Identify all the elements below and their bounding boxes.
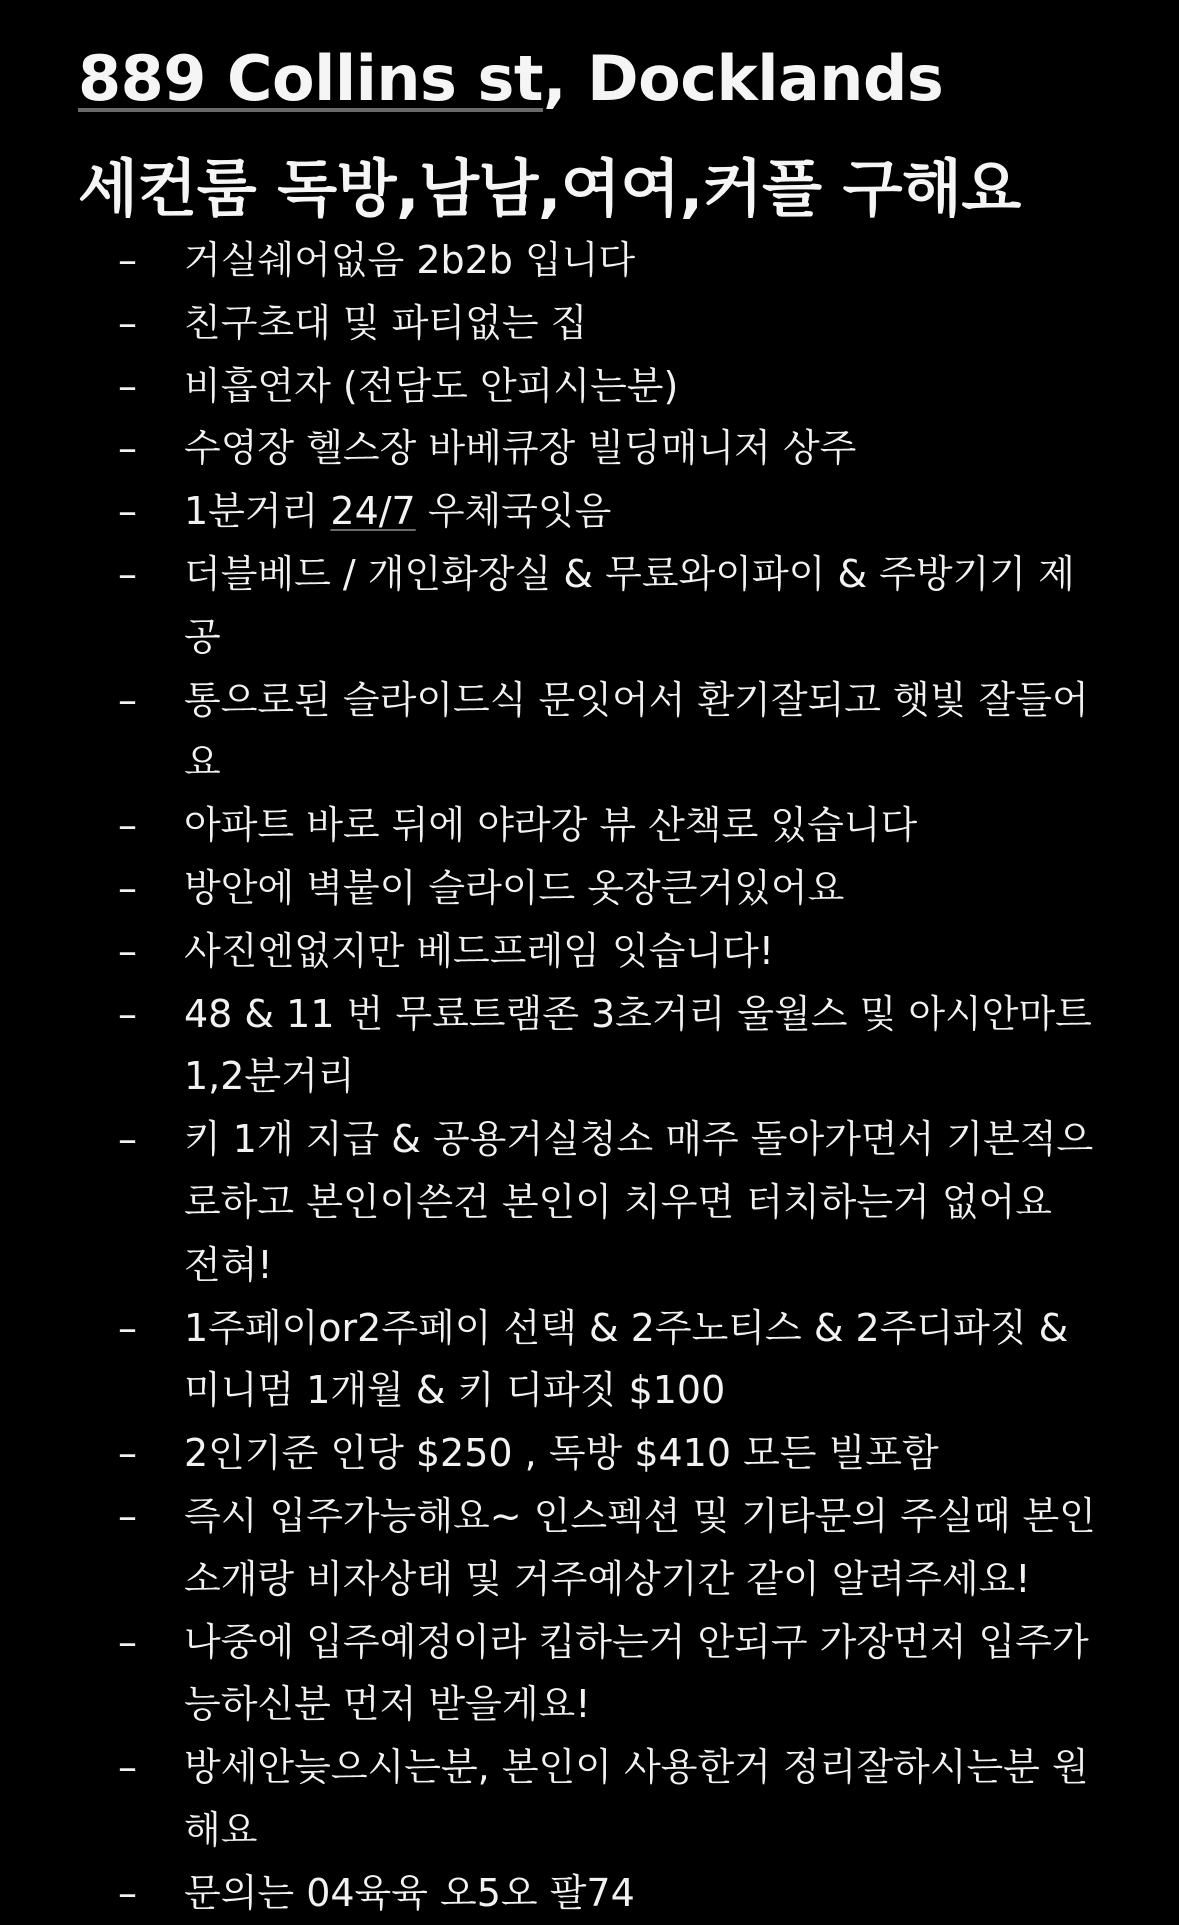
list-item <box>0 417 1179 480</box>
dash-bullet: – <box>118 1493 137 1538</box>
list-item <box>0 229 1179 292</box>
note-title <box>78 24 1138 244</box>
dash-bullet: – <box>118 1870 137 1915</box>
info-list <box>0 229 1179 1925</box>
dash-bullet: – <box>118 426 137 471</box>
dash-bullet: – <box>118 238 137 282</box>
list-item <box>0 1108 1179 1296</box>
dash-bullet: – <box>118 363 137 408</box>
dash-bullet: – <box>118 928 137 973</box>
dash-bullet: – <box>118 865 137 910</box>
list-item-text: 거실쉐어없음 2b2b 입니다 <box>184 238 636 282</box>
dash-bullet: – <box>118 1745 137 1790</box>
list-item <box>0 1611 1179 1737</box>
list-item-text: 즉시 입주가능해요~ 인스펙션 및 기타문의 주실때 본인소개랑 비자상태 및 거주예상기간 같이 알려주세요! <box>184 1493 1096 1601</box>
dash-bullet: – <box>118 1431 137 1476</box>
dash-bullet: – <box>118 677 137 722</box>
list-item-text: 문의는 04육육 오5오 팔74 <box>184 1870 635 1915</box>
dash-bullet: – <box>118 300 137 345</box>
list-item <box>0 1736 1179 1862</box>
dash-bullet: – <box>118 1305 137 1350</box>
post-office-text-after: 우체국잇음 <box>415 489 612 534</box>
list-item-text <box>184 480 1096 543</box>
list-item <box>0 1485 1179 1611</box>
list-item-text: 1주페이or2주페이 선택 & 2주노티스 & 2주디파짓 & 미니멈 1개월 & 키 디파짓 $100 <box>184 1305 1069 1413</box>
list-item <box>0 543 1179 669</box>
list-item <box>0 480 1179 543</box>
dash-bullet: – <box>118 803 137 848</box>
list-item-text: 친구초대 및 파티없는 집 <box>184 300 588 345</box>
list-item-text: 아파트 바로 뒤에 야라강 뷰 산책로 있습니다 <box>184 803 918 848</box>
list-item <box>0 983 1179 1109</box>
list-item <box>0 292 1179 355</box>
list-item <box>0 920 1179 983</box>
list-item-text: 48 & 11 번 무료트램존 3초거리 울월스 및 아시안마트 1,2분거리 <box>184 991 1092 1099</box>
post-office-text-before: 1분거리 <box>184 489 331 534</box>
list-item-text: 방세안늦으시는분, 본인이 사용한거 정리잘하시는분 원해요 <box>184 1745 1089 1852</box>
dash-bullet: – <box>118 991 137 1036</box>
address-link[interactable]: 889 Collins st <box>78 42 544 115</box>
list-item-text: 비흡연자 (전담도 안피시는분) <box>184 363 679 408</box>
note-subtitle: 세컨룸 독방,남남,여여,커플 구해요 <box>78 152 1021 225</box>
list-item-text: 방안에 벽붙이 슬라이드 옷장큰거있어요 <box>184 865 845 910</box>
list-item <box>0 1297 1179 1423</box>
list-item-text: 수영장 헬스장 바베큐장 빌딩매니저 상주 <box>184 426 857 471</box>
list-item <box>0 1862 1179 1925</box>
list-item-text: 사진엔없지만 베드프레임 잇습니다! <box>184 928 775 973</box>
title-suburb: , Docklands <box>543 42 944 115</box>
list-item-text: 통으로된 슬라이드식 문잇어서 환기잘되고 햇빛 잘들어요 <box>184 677 1089 785</box>
list-item-text: 키 1개 지급 & 공용거실청소 매주 돌아가면서 기본적으로하고 본인이쓴건 본인이 치우면 터치하는거 없어요 전혀! <box>184 1117 1094 1287</box>
list-item-text: 나중에 입주예정이라 킵하는거 안되구 가장먼저 입주가능하신분 먼저 받을게요! <box>184 1619 1089 1727</box>
list-item <box>0 669 1179 795</box>
list-item <box>0 857 1179 920</box>
dash-bullet: – <box>118 489 137 534</box>
list-item <box>0 355 1179 418</box>
list-item-text: 2인기준 인당 $250 , 독방 $410 모든 빌포함 <box>184 1431 939 1476</box>
hours-link[interactable]: 24/7 <box>330 489 416 534</box>
dash-bullet: – <box>118 1117 137 1162</box>
dash-bullet: – <box>118 1619 137 1664</box>
list-item <box>0 794 1179 857</box>
dash-bullet: – <box>118 551 137 596</box>
list-item-text: 더블베드 / 개인화장실 & 무료와이파이 & 주방기기 제공 <box>184 551 1075 659</box>
list-item <box>0 1422 1179 1485</box>
